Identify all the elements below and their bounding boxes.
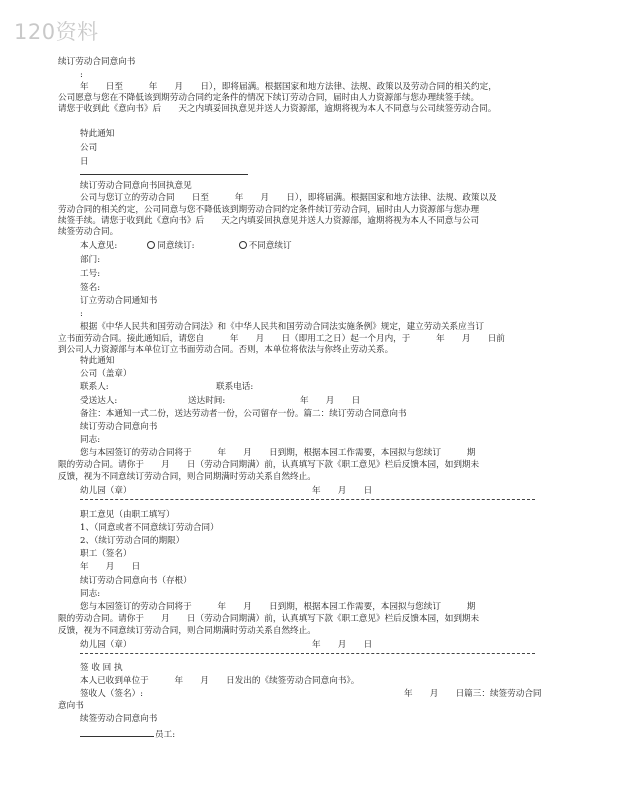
dashed-divider (80, 499, 535, 500)
receipt1-para-line: 劳动合同的相关约定，公司同意与您不降低该到期劳动合同约定条件续订劳动合同，届时由人力资源部与您办理 (58, 205, 480, 215)
receipt2-sign-date: 年 月 日篇三：续签劳动合同 (404, 689, 542, 699)
section2-title: 订立劳动合同通知书 (80, 296, 158, 306)
section3-title: 续订劳动合同意向书 (80, 422, 158, 432)
section2-para-line: 根据《中华人民共和国劳动合同法》和《中华人民共和国劳动合同法实施条例》规定，建立劳动关系应当订 (80, 322, 484, 332)
staff-sign-date: 年 月 日 (80, 562, 141, 572)
dept-field: 部门: (80, 255, 101, 265)
section3-greeting: 同志: (80, 435, 101, 445)
phone-label: 联系电话: (216, 382, 254, 392)
section4-date: 年 月 日 (312, 640, 373, 650)
disagree-radio-icon[interactable] (239, 241, 247, 249)
receipt2-para: 本人已收到单位于 年 月 日发出的《续签劳动合同意向书》。 (80, 676, 360, 686)
section4-title: 续订劳动合同意向书（存根） (80, 576, 192, 586)
contact-label: 联系人: (80, 382, 109, 392)
receipt1-para-line: 续签手续。请您于收到此《意向书》后 天之内填妥回执意见并送人力资源部，逾期将视为本人不同意与公司 (58, 216, 480, 226)
employee-label: 员工: (155, 730, 176, 740)
section1-para-line: 年 日至 年 月 日），即将届满。根据国家和地方法律、法规、政策以及劳动合同的相关约定， (80, 82, 497, 92)
receipt1-para-line: 续签劳动合同。 (58, 227, 119, 237)
employee-row (80, 727, 175, 741)
opinion-option-1: 1、（同意或者不同意续订劳动合同） (80, 523, 219, 533)
section3-para-line: 限的劳动合同。请你于 月 日（劳动合同期满）前，认真填写下款《职工意见》栏后反馈本园，如到期未 (58, 460, 480, 470)
section1-company: 公司 (80, 143, 98, 153)
opinion-option-2: 2、（续订劳动合同的期限） (80, 536, 185, 546)
delivery-time-label: 送达时间: (188, 396, 226, 406)
receipt1-title: 续订劳动合同意向书回执意见 (80, 181, 192, 191)
dashed-divider (80, 653, 535, 654)
employee-blank[interactable] (80, 727, 154, 737)
section2-remark: 备注：本通知一式二份，送达劳动者一份，公司留存一份。篇二：续订劳动合同意向书 (80, 409, 407, 419)
agree-label: 同意续订: (157, 241, 195, 251)
section4-para-line: 您与本园签订的劳动合同将于 年 月 日到期，根据本园工作需要，本园拟与您续订 期 (80, 602, 476, 612)
section1-notice: 特此通知 (80, 129, 115, 139)
agree-radio-icon[interactable] (147, 241, 155, 249)
section4-greeting: 同志: (80, 589, 101, 599)
section2-seal: 公司（盖章） (80, 369, 132, 379)
section2-colon: : (80, 309, 83, 319)
section1-colon: : (80, 70, 83, 80)
receipt2-title: 签 收 回 执 (80, 663, 123, 673)
disagree-label: 不同意续订 (248, 241, 292, 251)
section1-para-line: 公司愿意与您在不降低该到期劳动合同约定条件的情况下续订劳动合同，届时由人力资源部与您办理续签手续。 (58, 93, 480, 103)
section1-title: 续订劳动合同意向书 (58, 57, 136, 67)
section4-kindergarten: 幼儿园（章） (80, 640, 132, 650)
receipt2-cont: 意向书 (58, 701, 84, 711)
deliverer-label: 受送达人: (80, 396, 118, 406)
opinion-row (80, 241, 292, 252)
section3-para-line: 反馈，视为不同意续订劳动合同，则合同期满时劳动关系自然终止。 (58, 472, 316, 482)
form-title: 续签劳动合同意向书 (80, 714, 158, 724)
empno-field: 工号: (80, 269, 101, 279)
section1-day: 日 (80, 157, 89, 167)
staff-opinion-title: 职工意见（由职工填写） (80, 510, 175, 520)
receipt1-para-line: 公司与您订立的劳动合同 日至 年 月 日），即将届满。根据国家和地方法律、法规、政策以及 (80, 193, 497, 203)
section4-para-line: 反馈，视为不同意续订劳动合同，则合同期满时劳动关系自然终止。 (58, 626, 316, 636)
sign-field: 签名: (80, 283, 101, 293)
receipt2-signer: 签收人（签名）: (80, 689, 144, 699)
section4-para-line: 限的劳动合同。请你于 月 日（劳动合同期满）前，认真填写下款《职工意见》栏后反馈本园，如到期未 (58, 614, 480, 624)
divider-line (80, 174, 248, 175)
section3-para-line: 您与本园签订的劳动合同将于 年 月 日到期，根据本园工作需要，本园拟与您续订 期 (80, 448, 476, 458)
section3-kindergarten: 幼儿园（章） (80, 486, 132, 496)
section2-para-line: 到公司人力资源部与本单位订立书面劳动合同。否则，本单位将依法与你终止劳动关系。 (58, 345, 394, 355)
delivery-date: 年 月 日 (300, 396, 361, 406)
section1-para-line: 请您于收到此《意向书》后 天之内填妥回执意见并送人力资源部，逾期将视为本人不同意与公司续签劳动合同。 (58, 104, 497, 114)
opinion-label: 本人意见: (80, 241, 118, 251)
section3-date: 年 月 日 (312, 486, 373, 496)
section2-notice: 特此通知 (80, 356, 115, 366)
staff-sign: 职工（签名） (80, 549, 132, 559)
section2-para-line: 立书面劳动合同。接此通知后，请您自 年 月 日（即用工之日）起一个月内，于 年 月 日前 (58, 334, 505, 344)
watermark: 120资料 (14, 20, 99, 44)
